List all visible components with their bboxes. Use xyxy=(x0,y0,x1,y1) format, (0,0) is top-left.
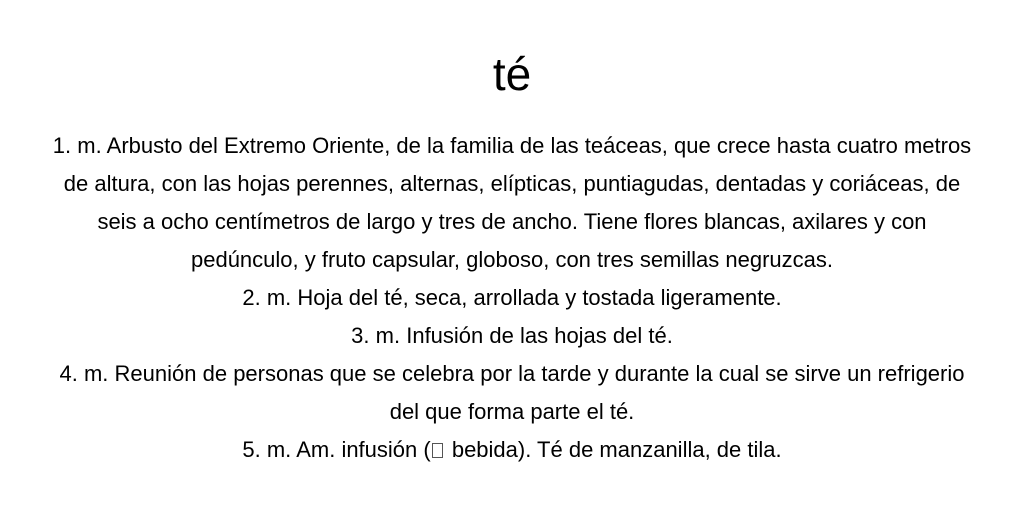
definition-5 xyxy=(50,431,974,469)
definition-3 xyxy=(50,317,974,355)
grammar-tag: m. xyxy=(77,133,102,158)
sense-number: 5. xyxy=(242,437,261,462)
grammar-tag: m. xyxy=(266,437,292,462)
definition-text-after: bebida). Té de manzanilla, de tila. xyxy=(445,437,782,462)
sense-number: 1. xyxy=(52,133,72,158)
sense-number: 4. xyxy=(59,361,78,386)
cross-reference-icon xyxy=(432,443,443,458)
sense-number: 2. xyxy=(242,285,261,310)
definition-text-before: infusión ( xyxy=(341,437,431,462)
definition-text: Arbusto del Extremo Oriente, de la familia de las teáceas, que crece hasta cuatro metros de altura, con las hojas perennes, alternas, elípticas, puntiagudas, dentadas y coriáceas, de seis a ocho centímetros de largo y tres de ancho. Tiene flores blancas, axilares y con pedúnculo, y fruto capsular, globoso, con tres semillas negruzcas. xyxy=(63,133,972,272)
headword: té xyxy=(492,48,532,100)
definition-4 xyxy=(50,355,974,431)
grammar-tag: m. xyxy=(83,361,109,386)
grammar-tag: m. xyxy=(375,323,401,348)
sense-number: 3. xyxy=(351,323,370,348)
definition-text: Reunión de personas que se celebra por la tarde y durante la cual se sirve un refrigerio del que forma parte el té. xyxy=(114,361,965,424)
definition-2 xyxy=(50,279,974,317)
grammar-tag: m. xyxy=(266,285,292,310)
definition-text: Infusión de las hojas del té. xyxy=(406,323,673,348)
definition-text: Hoja del té, seca, arrollada y tostada ligeramente. xyxy=(297,285,782,310)
definitions-list xyxy=(50,127,974,469)
region-tag: Am. xyxy=(296,437,336,462)
definition-1 xyxy=(50,127,974,279)
